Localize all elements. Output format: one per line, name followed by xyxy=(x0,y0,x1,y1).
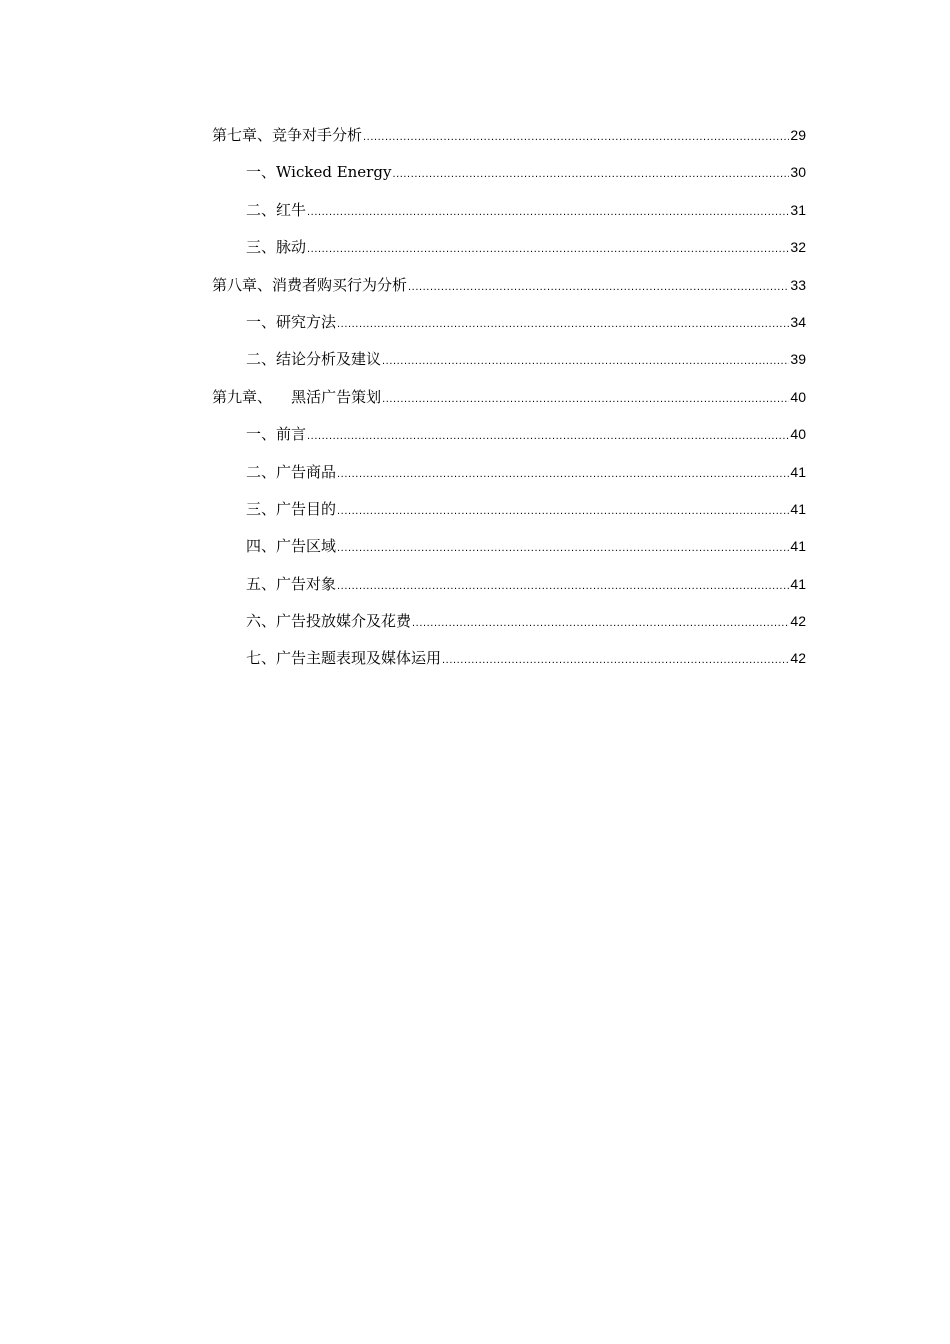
toc-dot-leader xyxy=(412,617,789,629)
toc-entry-title: 第九章、 黑活广告策划 xyxy=(212,387,382,406)
toc-page-number: 34 xyxy=(790,313,806,330)
toc-dot-leader xyxy=(382,355,789,367)
toc-entry-section[interactable] xyxy=(212,423,806,460)
toc-entry-section[interactable] xyxy=(212,498,806,535)
toc-dot-leader xyxy=(337,505,789,517)
toc-page-number: 30 xyxy=(790,164,806,181)
toc-entry-title: 一、研究方法 xyxy=(246,312,337,331)
toc-entry-section[interactable] xyxy=(212,199,806,236)
toc-page-number: 31 xyxy=(790,201,806,218)
toc-entry-section[interactable] xyxy=(212,610,806,647)
toc-page-number: 39 xyxy=(790,351,806,368)
toc-dot-leader xyxy=(442,654,789,666)
toc-dot-leader xyxy=(337,542,789,554)
toc-entry-title: 一、Wicked Energy xyxy=(246,163,392,182)
toc-entry-title: 第八章、消费者购买行为分析 xyxy=(212,275,408,294)
toc-entry-section[interactable] xyxy=(212,647,806,684)
toc-dot-leader xyxy=(382,393,789,405)
toc-page-number: 29 xyxy=(790,127,806,143)
toc-entry-title: 五、广告对象 xyxy=(246,574,337,593)
toc-page-number: 41 xyxy=(790,463,806,480)
toc-dot-leader xyxy=(307,243,789,255)
toc-dot-leader xyxy=(392,168,789,180)
toc-dot-leader xyxy=(337,468,789,480)
toc-dot-leader xyxy=(337,318,789,330)
toc-entry-title: 六、广告投放媒介及花费 xyxy=(246,612,412,631)
toc-page-number: 33 xyxy=(790,276,806,293)
toc-entry-section[interactable] xyxy=(212,348,806,385)
toc-page-number: 40 xyxy=(790,426,806,443)
toc-page-number: 41 xyxy=(790,575,806,592)
toc-dot-leader xyxy=(307,430,789,442)
toc-entry-chapter-7[interactable] xyxy=(212,124,806,161)
toc-dot-leader xyxy=(337,580,789,592)
toc-dot-leader xyxy=(363,131,789,143)
toc-entry-title: 二、红牛 xyxy=(246,200,307,219)
toc-entry-section[interactable] xyxy=(212,236,806,273)
toc-entry-section[interactable] xyxy=(212,311,806,348)
toc-entry-chapter-9[interactable] xyxy=(212,386,806,423)
toc-entry-title: 二、结论分析及建议 xyxy=(246,350,382,369)
toc-dot-leader xyxy=(408,281,789,293)
toc-entry-section[interactable] xyxy=(212,461,806,498)
toc-dot-leader xyxy=(307,206,789,218)
toc-entry-title: 三、广告目的 xyxy=(246,499,337,518)
toc-page-number: 41 xyxy=(790,538,806,555)
toc-entry-section[interactable] xyxy=(212,535,806,572)
toc-page-number: 40 xyxy=(790,388,806,405)
toc-page-number: 42 xyxy=(790,650,806,667)
toc-entry-title: 三、脉动 xyxy=(246,238,307,257)
table-of-contents xyxy=(212,124,806,685)
toc-entry-chapter-8[interactable] xyxy=(212,274,806,311)
toc-page-number: 41 xyxy=(790,500,806,517)
toc-entry-title: 第七章、竞争对手分析 xyxy=(212,126,363,144)
toc-entry-title: 七、广告主题表现及媒体运用 xyxy=(246,649,442,668)
toc-entry-title: 二、广告商品 xyxy=(246,462,337,481)
toc-page-number: 32 xyxy=(790,239,806,256)
toc-page-number: 42 xyxy=(790,613,806,630)
toc-entry-section[interactable] xyxy=(212,161,806,198)
toc-entry-section[interactable] xyxy=(212,573,806,610)
toc-entry-title: 四、广告区域 xyxy=(246,537,337,556)
toc-entry-title: 一、前言 xyxy=(246,425,307,444)
